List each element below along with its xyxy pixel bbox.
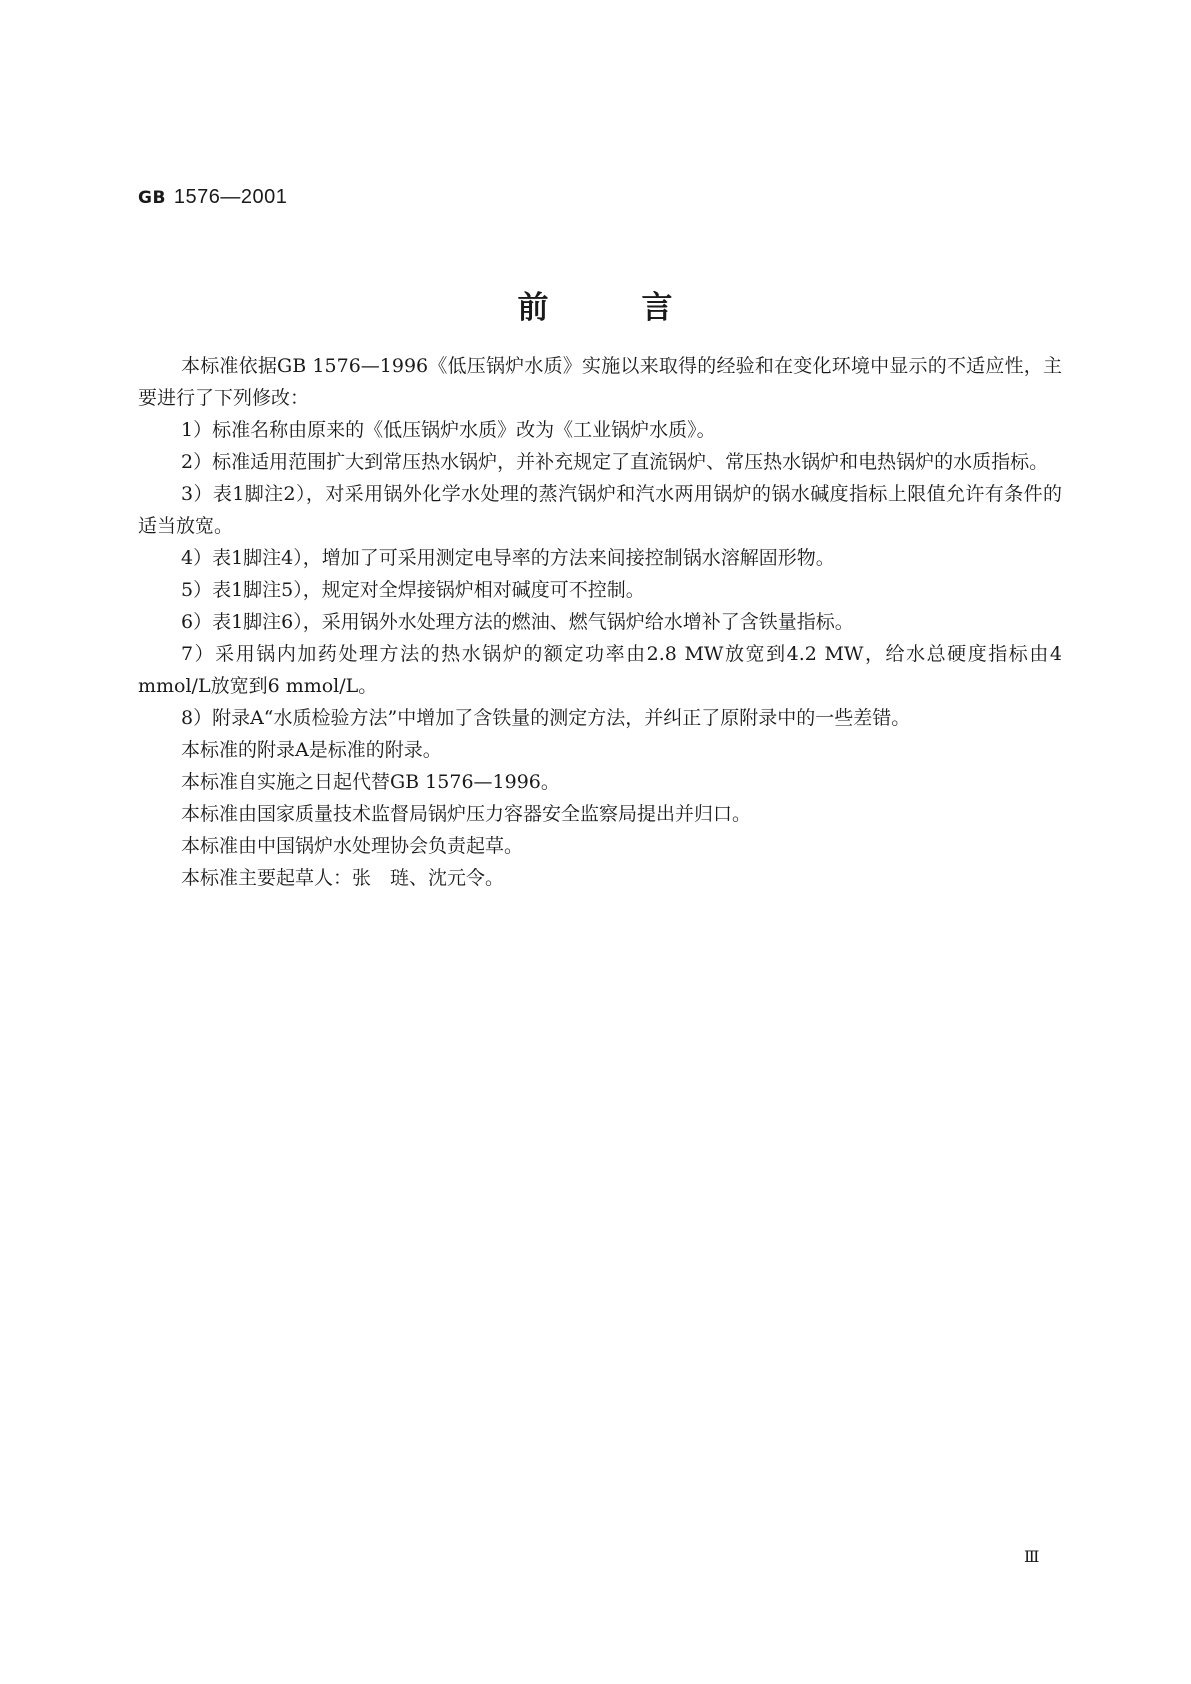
paragraph-item-4: 4）表1脚注4），增加了可采用测定电导率的方法来间接控制锅水溶解固形物。: [181, 547, 835, 569]
paragraph-drafted-by: 本标准由中国锅炉水处理协会负责起草。: [181, 835, 524, 857]
title-char-1: 前: [517, 290, 550, 326]
standard-prefix: GB: [138, 188, 166, 208]
page-number: Ⅲ: [1024, 1547, 1040, 1566]
paragraph-item-7: 7）采用锅内加药处理方法的热水锅炉的额定功率由2.8 MW放宽到4.2 MW，给水总硬度指标由4 mmol/L放宽到6 mmol/L。: [138, 643, 1062, 697]
page-title: [0, 282, 1191, 327]
paragraph-item-2: 2）标准适用范围扩大到常压热水锅炉，并补充规定了直流锅炉、常压热水锅炉和电热锅炉的水质指标。: [181, 451, 1049, 473]
paragraph-item-1: 1）标准名称由原来的《低压锅炉水质》改为《工业锅炉水质》。: [181, 419, 716, 441]
paragraph-item-5: 5）表1脚注5），规定对全焊接锅炉相对碱度可不控制。: [181, 579, 645, 601]
paragraph-appendix: 本标准的附录A是标准的附录。: [181, 739, 442, 761]
paragraph-item-6: 6）表1脚注6），采用锅外水处理方法的燃油、燃气锅炉给水增补了含铁量指标。: [181, 611, 854, 633]
paragraph-replaces: 本标准自实施之日起代替GB 1576—1996。: [181, 771, 560, 793]
paragraph-item-3: 3）表1脚注2），对采用锅外化学水处理的蒸汽锅炉和汽水两用锅炉的锅水碱度指标上限值允许有条件的适当放宽。: [138, 483, 1062, 537]
paragraph-item-8: 8）附录A“水质检验方法”中增加了含铁量的测定方法，并纠正了原附录中的一些差错。: [181, 707, 911, 729]
document-header: [138, 186, 287, 209]
standard-number: 1576—2001: [173, 186, 288, 208]
paragraph-proposed-by: 本标准由国家质量技术监督局锅炉压力容器安全监察局提出并归口。: [181, 803, 752, 825]
title-char-2: 言: [641, 290, 674, 326]
foreword-body: [138, 350, 1062, 894]
paragraph-drafters: 本标准主要起草人：张 琏、沈元令。: [181, 867, 505, 889]
paragraph-intro: 本标准依据GB 1576—1996《低压锅炉水质》实施以来取得的经验和在变化环境中显示的不适应性，主要进行了下列修改：: [138, 355, 1062, 409]
